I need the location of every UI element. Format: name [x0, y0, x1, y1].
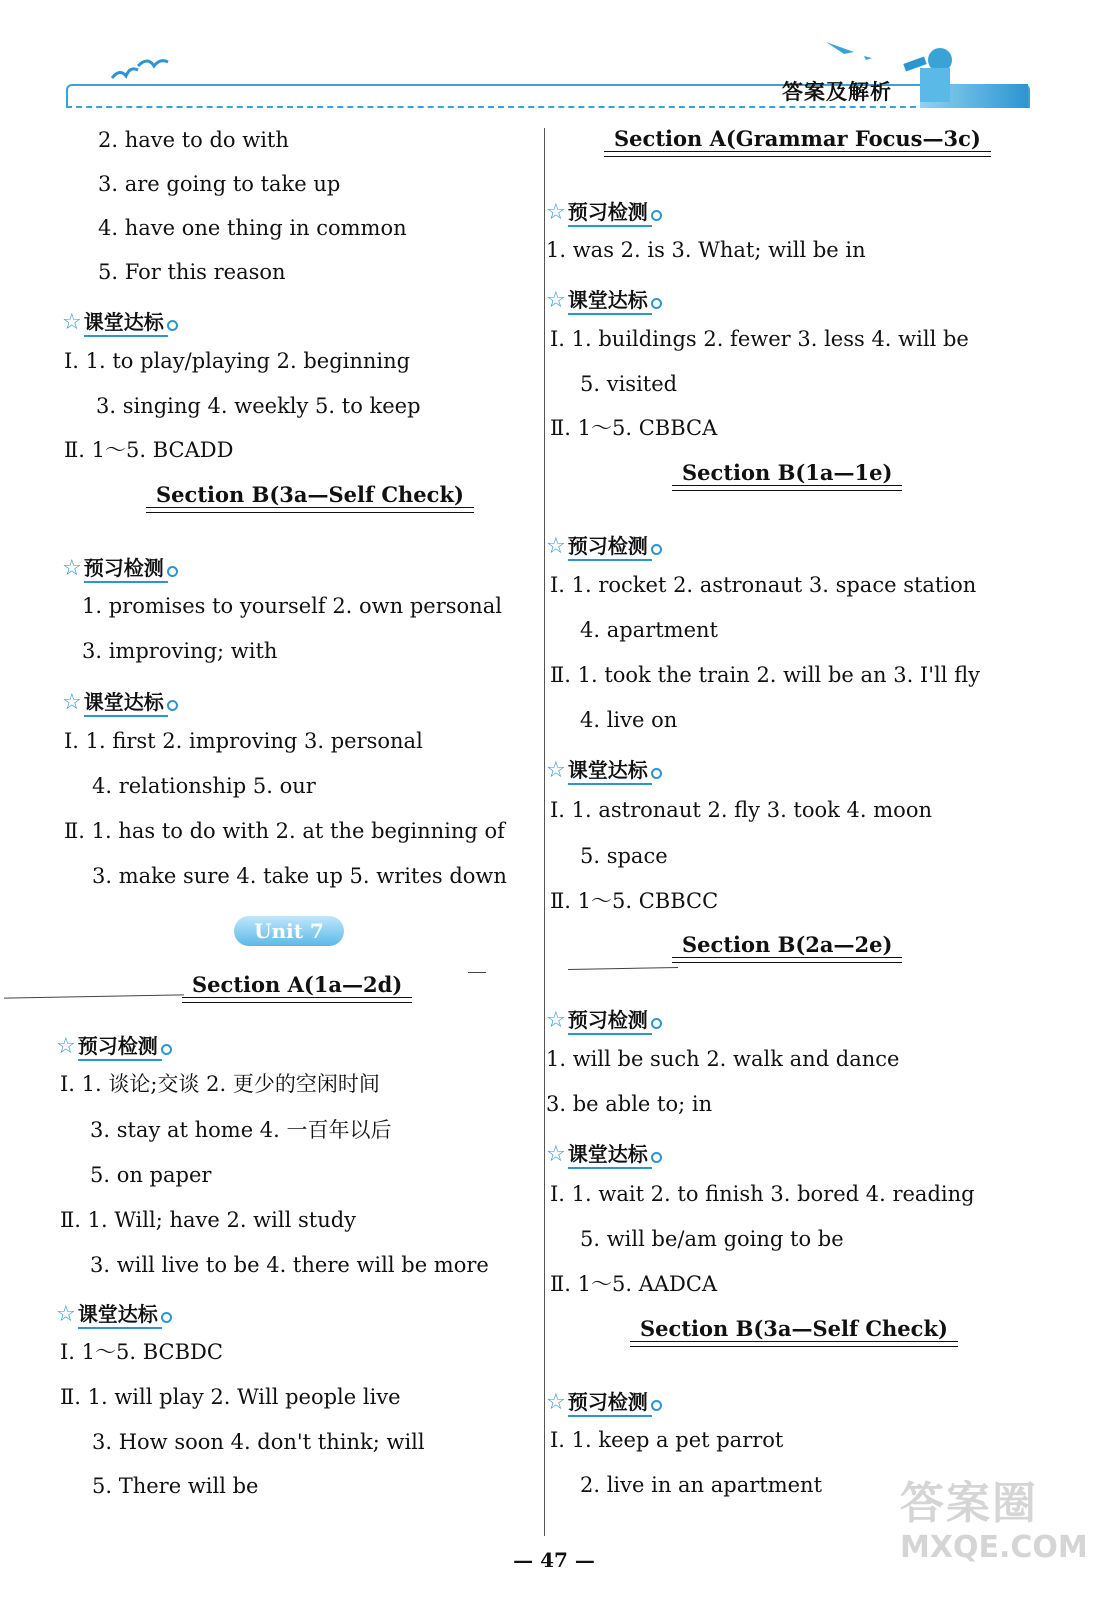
answer-line: 1. was 2. is 3. What; will be in [546, 238, 866, 262]
section-heading: Section B(1a—1e) [682, 460, 892, 485]
ketang-dabiao-badge: ☆ 课堂达标 [546, 1138, 662, 1167]
answer-line: Ⅱ. 1～5. BCADD [64, 438, 234, 462]
scan-line [468, 972, 486, 973]
answer-line: Ⅰ. 1. wait 2. to finish 3. bored 4. reading [550, 1182, 975, 1206]
ketang-dabiao-badge: ☆ 课堂达标 [546, 754, 662, 783]
answer-line: 3. be able to; in [546, 1092, 713, 1116]
answer-line: 3. will live to be 4. there will be more [90, 1253, 489, 1277]
circle-icon [651, 544, 662, 555]
circle-icon [161, 1044, 172, 1055]
watermark: 答案圈 MXQE.COM [900, 1478, 1088, 1565]
scan-line [568, 967, 678, 970]
answer-line: 3. make sure 4. take up 5. writes down [92, 864, 507, 888]
circle-icon [651, 210, 662, 221]
answer-line: 4. live on [580, 708, 678, 732]
page-number: — 47 — [513, 1548, 595, 1572]
answer-line: Ⅰ. 1. 谈论;交谈 2. 更少的空闲时间 [60, 1072, 380, 1096]
page-header [0, 0, 1108, 120]
yuxi-jiance-badge: ☆ 预习检测 [56, 1030, 172, 1059]
circle-icon [161, 1312, 172, 1323]
star-icon: ☆ [546, 288, 566, 313]
star-icon: ☆ [56, 1302, 76, 1327]
yuxi-jiance-badge: ☆ 预习检测 [62, 552, 178, 581]
answer-line: Ⅰ. 1～5. BCBDC [60, 1340, 223, 1364]
answer-line: 3. improving; with [82, 639, 278, 663]
yuxi-jiance-badge: ☆ 预习检测 [546, 1004, 662, 1033]
answer-line: 3. How soon 4. don't think; will [92, 1430, 425, 1454]
answer-line: 5. For this reason [98, 260, 286, 284]
answer-line: 1. promises to yourself 2. own personal [82, 594, 502, 618]
star-icon: ☆ [546, 200, 566, 225]
answer-line: 2. live in an apartment [580, 1473, 823, 1497]
section-heading: Section B(2a—2e) [682, 932, 892, 957]
yuxi-jiance-badge: ☆ 预习检测 [546, 196, 662, 225]
ketang-dabiao-badge: ☆ 课堂达标 [62, 686, 178, 715]
answer-line: 1. will be such 2. walk and dance [546, 1047, 900, 1071]
header-dashed-rule [66, 106, 926, 108]
scan-line [4, 994, 184, 998]
answer-line: Ⅱ. 1～5. CBBCA [550, 416, 718, 440]
section-heading: Section B(3a—Self Check) [640, 1316, 948, 1341]
answer-line: Ⅰ. 1. astronaut 2. fly 3. took 4. moon [550, 798, 932, 822]
answer-line: 5. There will be [92, 1474, 259, 1498]
answer-line: Ⅱ. 1～5. AADCA [550, 1272, 718, 1296]
circle-icon [167, 320, 178, 331]
answer-line: 5. will be/am going to be [580, 1227, 844, 1251]
circle-icon [167, 700, 178, 711]
star-icon: ☆ [546, 758, 566, 783]
star-icon: ☆ [56, 1034, 76, 1059]
answer-line: 4. apartment [580, 618, 718, 642]
answer-line: 5. on paper [90, 1163, 212, 1187]
ketang-dabiao-badge: ☆ 课堂达标 [546, 284, 662, 313]
yuxi-jiance-badge: ☆ 预习检测 [546, 1386, 662, 1415]
answer-line: 3. stay at home 4. 一百年以后 [90, 1118, 392, 1142]
answer-line: Ⅱ. 1. Will; have 2. will study [60, 1208, 357, 1232]
ketang-dabiao-badge: ☆ 课堂达标 [56, 1298, 172, 1327]
star-icon: ☆ [546, 1142, 566, 1167]
star-icon: ☆ [546, 1390, 566, 1415]
answer-line: Ⅰ. 1. buildings 2. fewer 3. less 4. will be [550, 327, 969, 351]
answer-line: 5. visited [580, 372, 678, 396]
circle-icon [651, 298, 662, 309]
answer-line: 4. have one thing in common [98, 216, 407, 240]
circle-icon [651, 1400, 662, 1411]
star-icon: ☆ [546, 1008, 566, 1033]
header-title: 答案及解析 [782, 80, 892, 104]
star-icon: ☆ [62, 690, 82, 715]
star-icon: ☆ [546, 534, 566, 559]
section-heading: Section B(3a—Self Check) [156, 482, 464, 507]
answer-line: 3. singing 4. weekly 5. to keep [96, 394, 421, 418]
column-divider [544, 128, 545, 1536]
section-heading: Section A(Grammar Focus—3c) [614, 126, 981, 151]
answer-line: Ⅱ. 1. took the train 2. will be an 3. I'll fly [550, 663, 980, 687]
answer-line: 4. relationship 5. our [92, 774, 316, 798]
answer-line: Ⅱ. 1. has to do with 2. at the beginning of [64, 819, 505, 843]
answer-line: Ⅰ. 1. first 2. improving 3. personal [64, 729, 423, 753]
unit-badge: Unit 7 [234, 916, 344, 946]
answer-line: Ⅰ. 1. to play/playing 2. beginning [64, 349, 411, 373]
ketang-dabiao-badge: ☆ 课堂达标 [62, 306, 178, 335]
section-heading: Section A(1a—2d) [192, 972, 402, 997]
answer-line: Ⅱ. 1. will play 2. Will people live [60, 1385, 401, 1409]
yuxi-jiance-badge: ☆ 预习检测 [546, 530, 662, 559]
circle-icon [651, 768, 662, 779]
circle-icon [167, 566, 178, 577]
astronomer-icon [900, 40, 970, 104]
circle-icon [651, 1152, 662, 1163]
answer-line: Ⅰ. 1. keep a pet parrot [550, 1428, 784, 1452]
circle-icon [651, 1018, 662, 1029]
answer-line: Ⅰ. 1. rocket 2. astronaut 3. space station [550, 573, 977, 597]
star-icon: ☆ [62, 310, 82, 335]
answer-line: 3. are going to take up [98, 172, 341, 196]
plane-icon [824, 38, 874, 62]
answer-line: 5. space [580, 844, 668, 868]
answer-line: 2. have to do with [98, 128, 289, 152]
answer-line: Ⅱ. 1～5. CBBCC [550, 889, 719, 913]
star-icon: ☆ [62, 556, 82, 581]
